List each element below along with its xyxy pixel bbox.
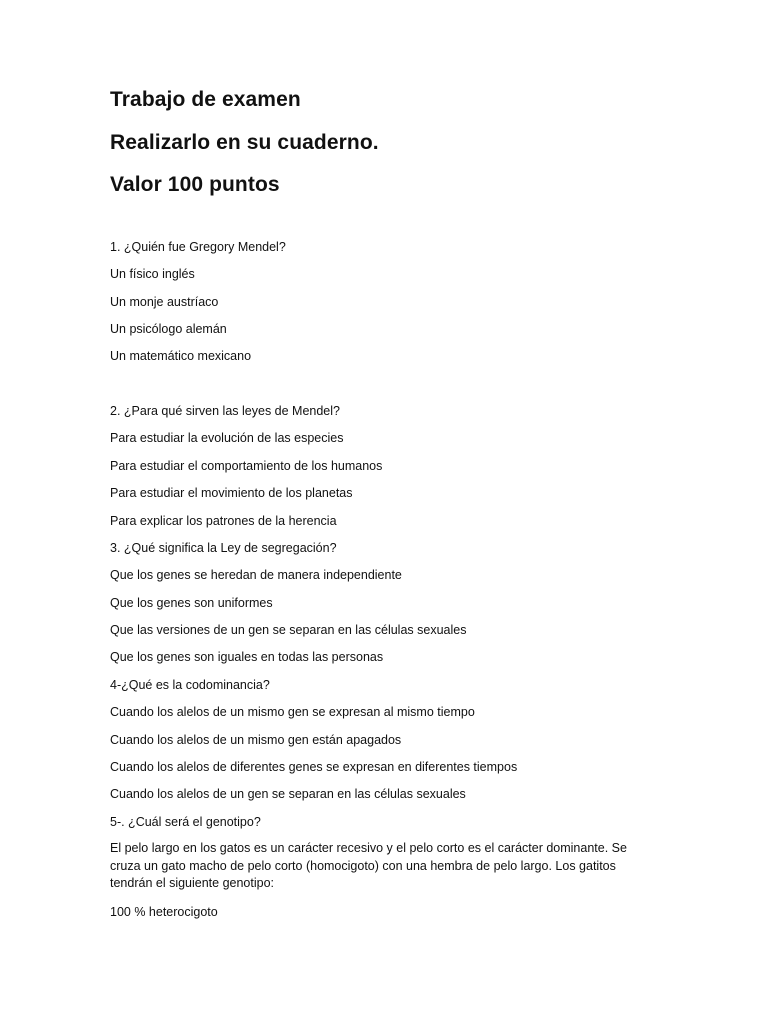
question-4-option-4: Cuando los alelos de un gen se separan en las células sexuales	[110, 787, 466, 801]
question-2-option-1: Para estudiar la evolución de las especies	[110, 431, 344, 445]
question-2-option-2: Para estudiar el comportamiento de los humanos	[110, 459, 383, 473]
question-4-option-2: Cuando los alelos de un mismo gen están apagados	[110, 733, 402, 747]
question-4-option-1: Cuando los alelos de un mismo gen se expresan al mismo tiempo	[110, 705, 475, 719]
question-2-prompt: 2. ¿Para qué sirven las leyes de Mendel?	[110, 404, 340, 418]
question-2-option-3: Para estudiar el movimiento de los planetas	[110, 486, 353, 500]
question-3-option-4: Que los genes son iguales en todas las personas	[110, 650, 384, 664]
question-3-option-1: Que los genes se heredan de manera independiente	[110, 568, 402, 582]
document-value: Valor 100 puntos	[110, 173, 280, 196]
question-1-option-1: Un físico inglés	[110, 267, 195, 281]
question-3-prompt: 3. ¿Qué significa la Ley de segregación?	[110, 541, 337, 555]
question-4-prompt: 4-¿Qué es la codominancia?	[110, 678, 270, 692]
question-5-prompt: 5-. ¿Cuál será el genotipo?	[110, 815, 261, 829]
document-instruction: Realizarlo en su cuaderno.	[110, 131, 379, 154]
question-2-option-4: Para explicar los patrones de la herencia	[110, 514, 337, 528]
document-title: Trabajo de examen	[110, 88, 301, 111]
question-1-option-4: Un matemático mexicano	[110, 349, 252, 363]
question-3-option-3: Que las versiones de un gen se separan en las células sexuales	[110, 623, 467, 637]
question-1-option-3: Un psicólogo alemán	[110, 322, 227, 336]
question-1-prompt: 1. ¿Quién fue Gregory Mendel?	[110, 240, 286, 254]
question-5-option-1: 100 % heterocigoto	[110, 905, 218, 919]
question-3-option-2: Que los genes son uniformes	[110, 596, 273, 610]
question-5-paragraph: El pelo largo en los gatos es un carácter recesivo y el pelo corto es el carácter dominante. Se cruza un gato macho de pelo corto (homocigoto) con una hembra de pelo largo. Los gatitos tendrán el siguiente genotipo:	[110, 841, 627, 890]
question-4-option-3: Cuando los alelos de diferentes genes se expresan en diferentes tiempos	[110, 760, 518, 774]
question-1-option-2: Un monje austríaco	[110, 295, 219, 309]
